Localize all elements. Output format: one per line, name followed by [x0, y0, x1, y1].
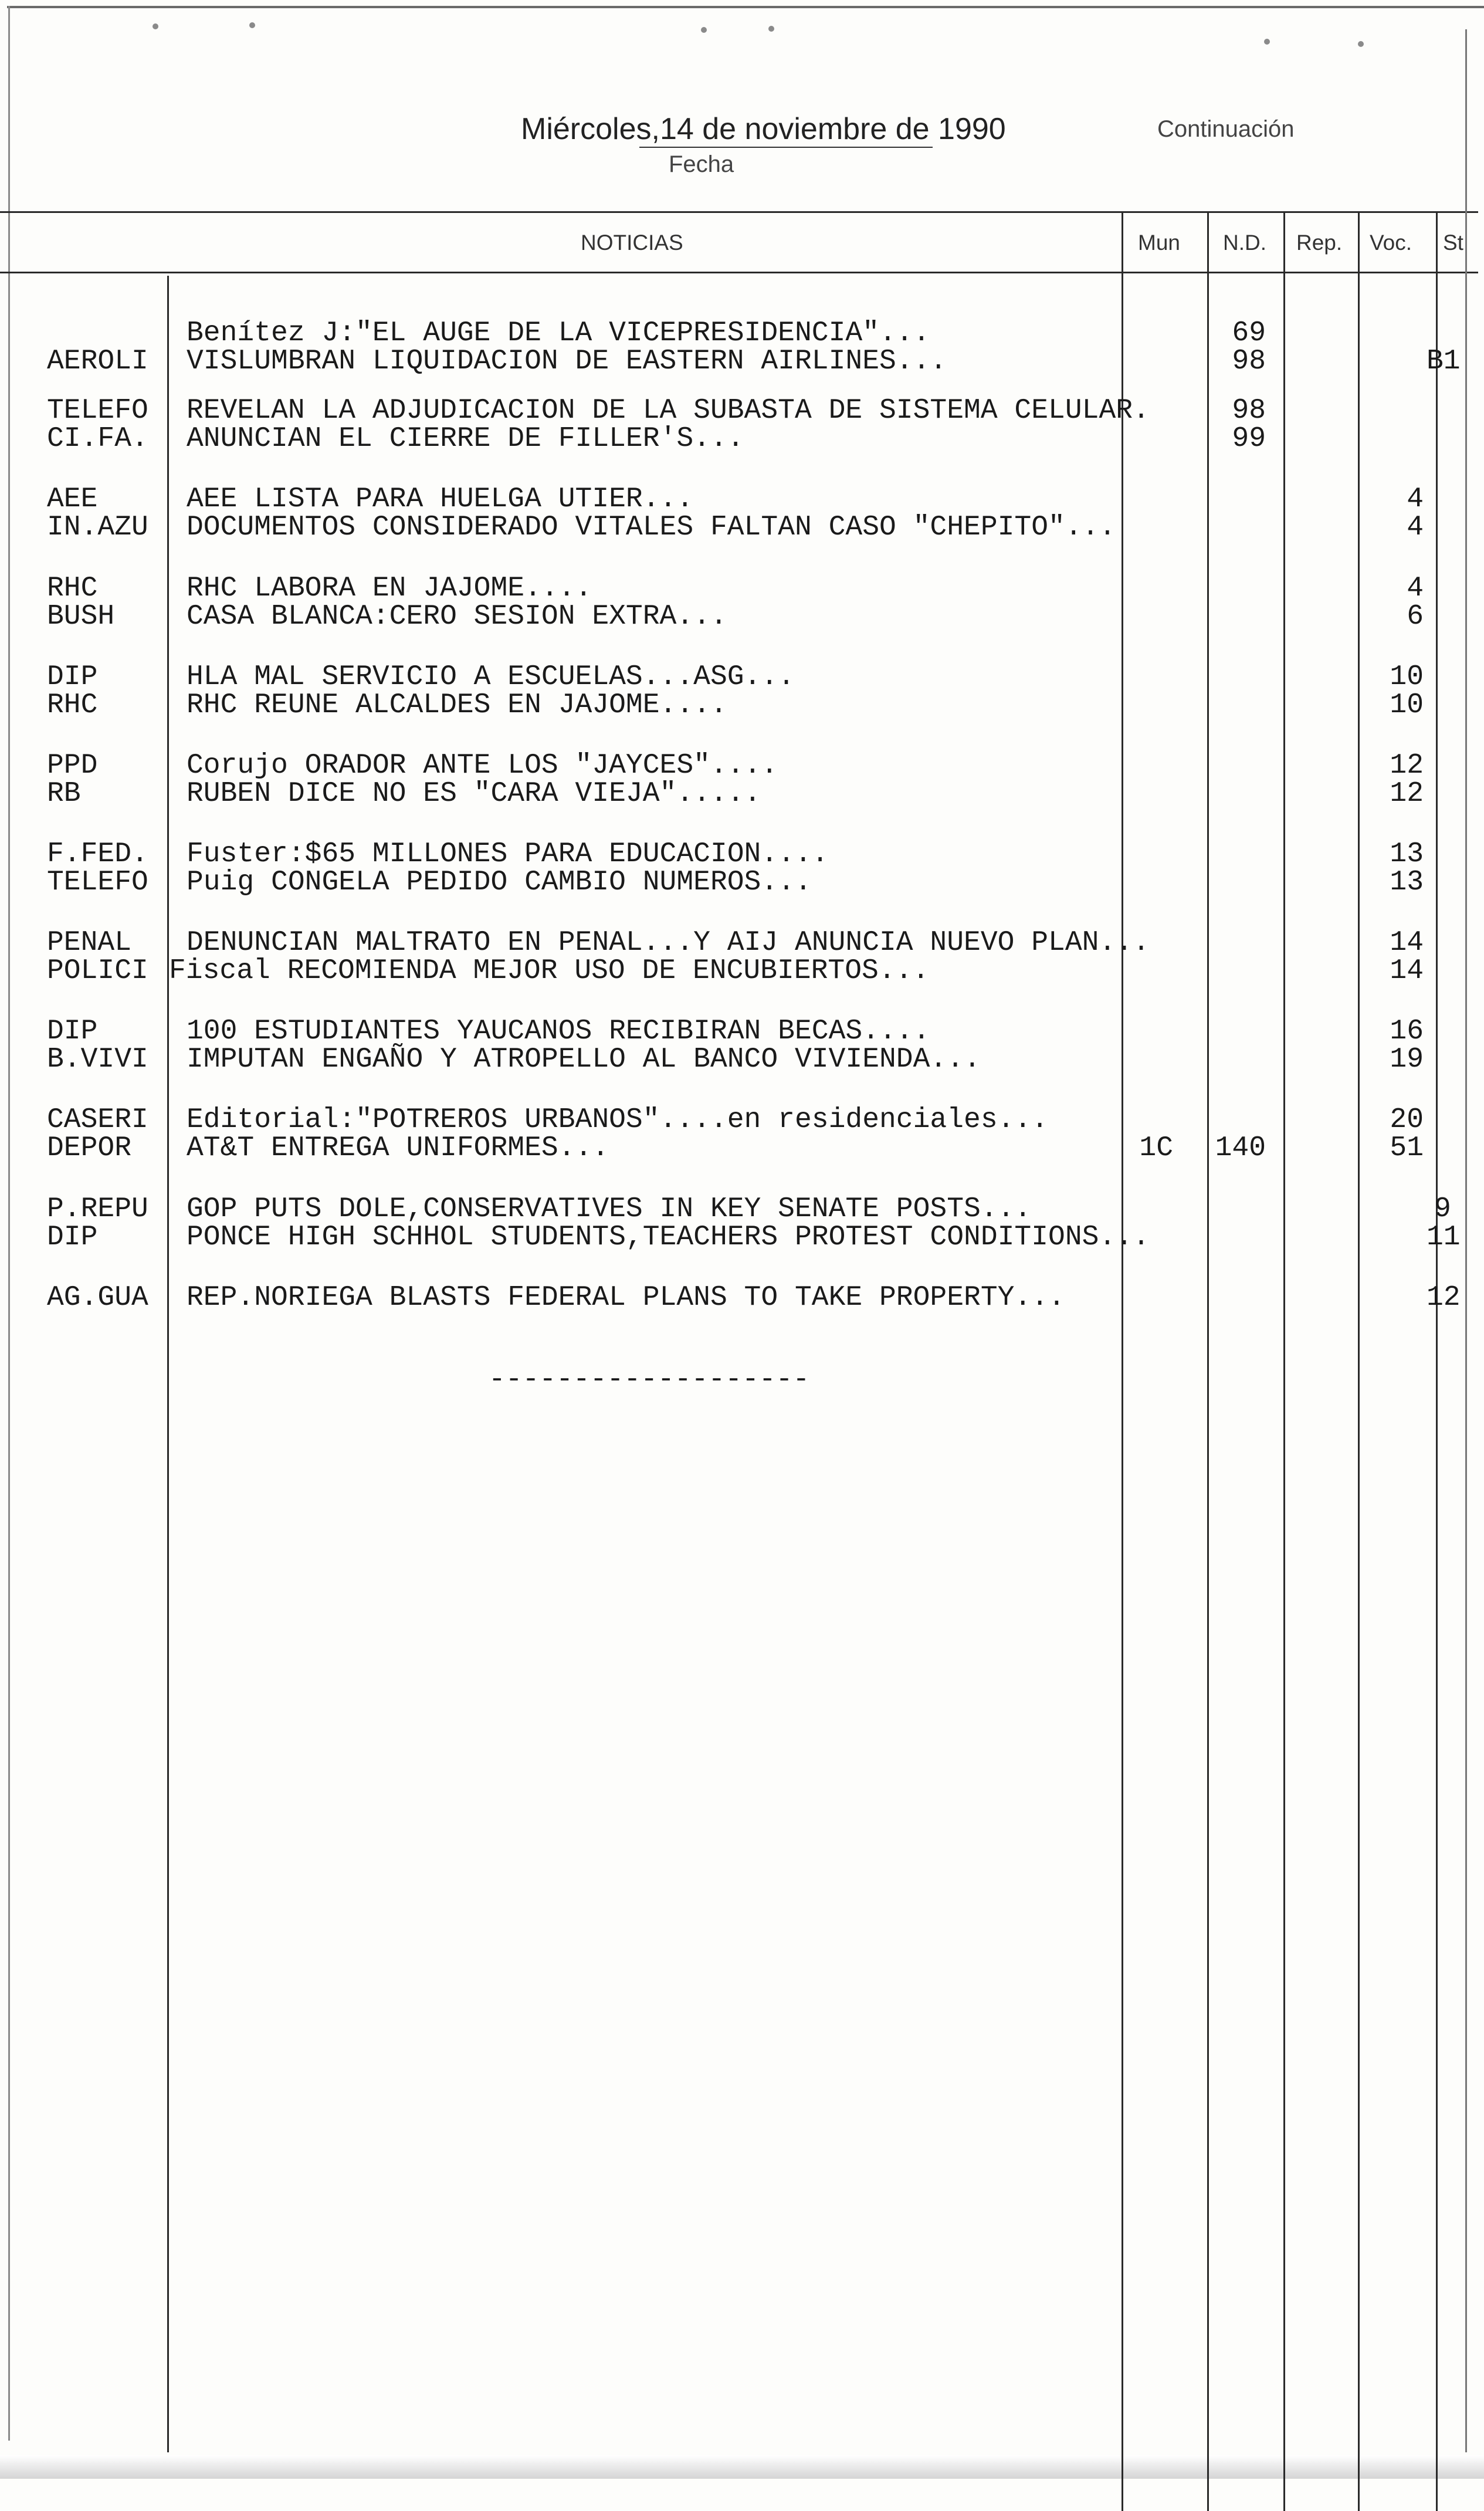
row-st: 11 — [1427, 1221, 1461, 1253]
column-header-voc: Voc. — [1370, 231, 1412, 255]
table-row — [0, 396, 1484, 425]
table-header-rule — [0, 272, 1478, 273]
row-nd: 69 — [1232, 317, 1266, 349]
row-st: B1 — [1427, 346, 1461, 377]
table-row — [0, 1283, 1484, 1312]
row-title: Corujo ORADOR ANTE LOS "JAYCES".... — [187, 750, 778, 781]
row-nd: 140 — [1215, 1132, 1266, 1164]
row-title: Fiscal RECOMIENDA MEJOR USO DE ENCUBIERTOS... — [169, 955, 930, 987]
row-title: IMPUTAN ENGAÑO Y ATROPELLO AL BANCO VIVIENDA... — [187, 1044, 981, 1075]
table-row — [0, 424, 1484, 454]
row-voc: 14 — [1390, 927, 1424, 959]
row-code: CASERI — [47, 1104, 148, 1136]
row-voc: 4 — [1407, 483, 1424, 515]
column-header-mun: Mun — [1138, 231, 1180, 255]
column-header-rep: Rep. — [1296, 231, 1343, 255]
row-voc: 13 — [1390, 867, 1424, 898]
row-mun: 1C — [1139, 1132, 1173, 1164]
row-code: RB — [47, 778, 81, 810]
row-voc: 4 — [1407, 573, 1424, 604]
row-title: 100 ESTUDIANTES YAUCANOS RECIBIRAN BECAS.... — [187, 1016, 930, 1047]
row-voc: 12 — [1390, 778, 1424, 810]
row-code: DIP — [47, 1221, 98, 1253]
scan-speck — [1264, 39, 1270, 45]
row-code: PENAL — [47, 927, 132, 959]
row-voc: 19 — [1390, 1044, 1424, 1075]
row-title: REP.NORIEGA BLASTS FEDERAL PLANS TO TAKE PROPERTY... — [187, 1282, 1065, 1314]
row-code: AEROLI — [47, 346, 148, 377]
row-code: AEE — [47, 483, 98, 515]
table-row — [0, 574, 1484, 603]
row-voc: 4 — [1407, 512, 1424, 543]
row-voc: 12 — [1390, 750, 1424, 781]
row-st: 12 — [1427, 1282, 1461, 1314]
row-title: Editorial:"POTREROS URBANOS"....en residenciales... — [187, 1104, 1049, 1136]
table-row — [0, 1223, 1484, 1252]
column-header-nd: N.D. — [1223, 231, 1266, 255]
row-nd: 99 — [1232, 423, 1266, 455]
row-voc: 51 — [1390, 1132, 1424, 1164]
column-divider-rep — [1283, 211, 1285, 2511]
header-date: Miércoles,14 de noviembre de 1990 — [521, 112, 1006, 146]
column-header-st: St — [1443, 231, 1463, 255]
row-code: IN.AZU — [47, 512, 148, 543]
row-nd: 98 — [1232, 395, 1266, 427]
row-code: AG.GUA — [47, 1282, 148, 1314]
row-voc: 14 — [1390, 955, 1424, 987]
row-code: CI.FA. — [47, 423, 148, 455]
row-title: AT&T ENTREGA UNIFORMES... — [187, 1132, 609, 1164]
row-title: RHC REUNE ALCALDES EN JAJOME.... — [187, 689, 727, 721]
row-code: DIP — [47, 1016, 98, 1047]
row-voc: 20 — [1390, 1104, 1424, 1136]
header-continuation: Continuación — [1157, 116, 1295, 142]
row-title: Benítez J:"EL AUGE DE LA VICEPRESIDENCIA"... — [187, 317, 930, 349]
date-underline — [639, 147, 933, 148]
column-divider-st — [1436, 211, 1438, 2511]
row-title: DOCUMENTOS CONSIDERADO VITALES FALTAN CASO "CHEPITO"... — [187, 512, 1116, 543]
table-row — [0, 662, 1484, 692]
row-title: RHC LABORA EN JAJOME.... — [187, 573, 592, 604]
end-of-list-dashes: ------------------- — [489, 1364, 810, 1396]
table-row — [0, 1133, 1484, 1163]
table-row — [0, 602, 1484, 631]
column-divider-voc — [1358, 211, 1360, 2511]
header-fecha-label: Fecha — [669, 151, 734, 177]
row-code: TELEFO — [47, 867, 148, 898]
row-voc: 13 — [1390, 838, 1424, 870]
row-code: TELEFO — [47, 395, 148, 427]
column-divider-mun — [1122, 211, 1123, 2511]
row-title: AEE LISTA PARA HUELGA UTIER... — [187, 483, 694, 515]
scan-speck — [153, 23, 158, 29]
row-code: B.VIVI — [47, 1044, 148, 1075]
table-row — [0, 691, 1484, 720]
table-row — [0, 868, 1484, 897]
row-title: PONCE HIGH SCHHOL STUDENTS,TEACHERS PROTEST CONDITIONS... — [187, 1221, 1150, 1253]
column-divider-nd — [1207, 211, 1209, 2511]
table-row — [0, 928, 1484, 957]
row-title: VISLUMBRAN LIQUIDACION DE EASTERN AIRLINES... — [187, 346, 947, 377]
row-code: RHC — [47, 573, 98, 604]
row-code: BUSH — [47, 601, 115, 632]
row-voc: 6 — [1407, 601, 1424, 632]
row-title: RUBEN DICE NO ES "CARA VIEJA"..... — [187, 778, 761, 810]
row-title: Fuster:$65 MILLONES PARA EDUCACION.... — [187, 838, 829, 870]
table-row — [0, 347, 1484, 376]
row-voc: 16 — [1390, 1016, 1424, 1047]
row-title: GOP PUTS DOLE,CONSERVATIVES IN KEY SENATE POSTS... — [187, 1193, 1032, 1225]
table-row — [0, 956, 1484, 986]
row-title: DENUNCIAN MALTRATO EN PENAL...Y AIJ ANUNCIA NUEVO PLAN... — [187, 927, 1150, 959]
row-voc: 10 — [1390, 689, 1424, 721]
row-code: DIP — [47, 661, 98, 693]
row-code: PPD — [47, 750, 98, 781]
table-row — [0, 485, 1484, 514]
row-voc: 10 — [1390, 661, 1424, 693]
top-edge-rule — [7, 6, 1484, 8]
scan-speck — [701, 27, 707, 33]
row-code: POLICI — [47, 955, 148, 987]
scan-speck — [768, 26, 774, 32]
table-row — [0, 1105, 1484, 1135]
table-row — [0, 1194, 1484, 1224]
row-code: DEPOR — [47, 1132, 132, 1164]
row-title: ANUNCIAN EL CIERRE DE FILLER'S... — [187, 423, 744, 455]
table-row — [0, 840, 1484, 869]
row-nd: 98 — [1232, 346, 1266, 377]
table-row — [0, 319, 1484, 348]
row-code: RHC — [47, 689, 98, 721]
scan-speck — [249, 22, 255, 28]
row-st: 9 — [1434, 1193, 1451, 1225]
row-title: Puig CONGELA PEDIDO CAMBIO NUMEROS... — [187, 867, 812, 898]
scan-bottom-shadow — [0, 2455, 1484, 2479]
scan-speck — [1358, 41, 1364, 47]
row-title: REVELAN LA ADJUDICACION DE LA SUBASTA DE SISTEMA CELULAR. — [187, 395, 1150, 427]
table-row — [0, 513, 1484, 542]
row-code: P.REPU — [47, 1193, 148, 1225]
row-title: HLA MAL SERVICIO A ESCUELAS...ASG... — [187, 661, 795, 693]
table-row — [0, 779, 1484, 808]
table-top-rule — [0, 211, 1478, 213]
table-row — [0, 1017, 1484, 1046]
column-header-noticias: NOTICIAS — [581, 231, 683, 255]
row-code: F.FED. — [47, 838, 148, 870]
table-row — [0, 1045, 1484, 1074]
table-row — [0, 751, 1484, 780]
row-title: CASA BLANCA:CERO SESION EXTRA... — [187, 601, 727, 632]
